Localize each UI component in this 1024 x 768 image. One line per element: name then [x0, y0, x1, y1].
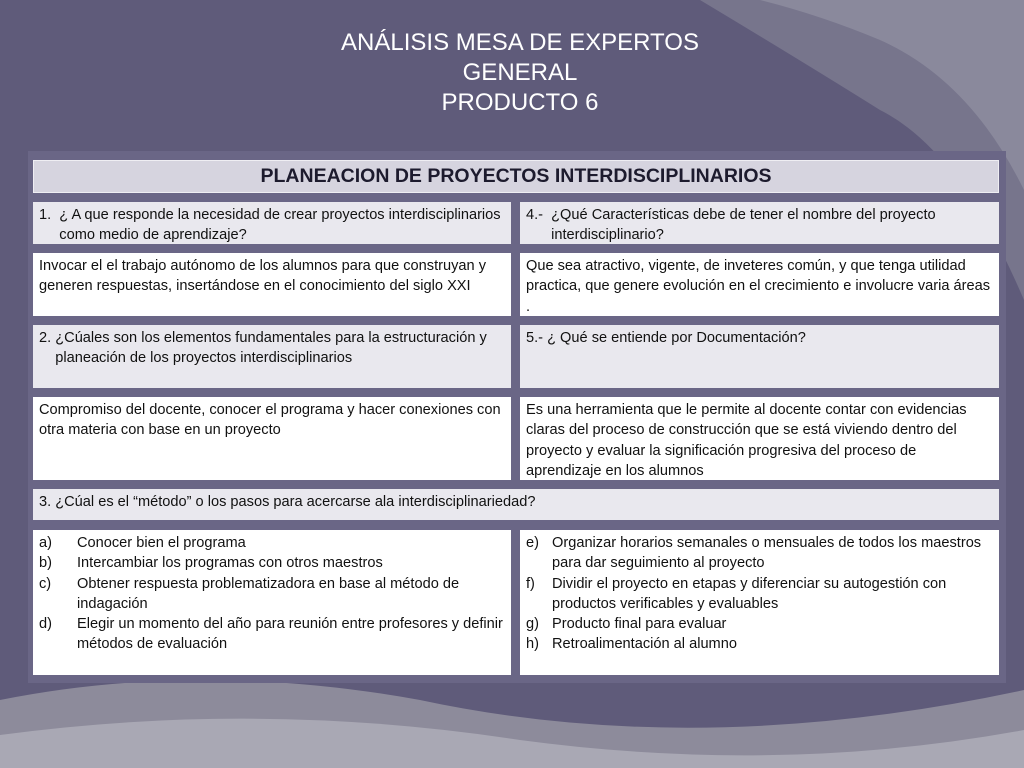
title-line-2: GENERAL: [462, 59, 578, 86]
question-3-text: 3. ¿Cúal es el “método” o los pasos para acercarse ala interdisciplinariedad?: [39, 494, 536, 510]
question-1-text: ¿ A que responde la necesidad de crear proyectos interdisciplinarios como medio de aprendizaje?: [59, 207, 501, 244]
question-2-text: ¿Cúales son los elementos fundamentales para la estructuración y planeación de los proyectos interdisciplinarios: [55, 330, 487, 367]
step-marker: g): [526, 616, 539, 633]
answer-5-text: Es una herramienta que le permite al docente contar con evidencias claras del proceso de construcción que se está viviendo dentro del proyecto y evaluar la significación progresiva del proceso de aprendizaje en los alumnos: [526, 402, 967, 479]
step-item: [526, 533, 993, 574]
title-line-1: ANÁLISIS MESA DE EXPERTOS: [341, 29, 699, 56]
question-2-cell: [33, 325, 511, 388]
steps-left-cell: [33, 530, 511, 675]
step-marker: e): [526, 535, 539, 551]
step-text: Conocer bien el programa: [77, 535, 246, 551]
step-item: [39, 614, 505, 655]
step-marker: c): [39, 575, 52, 592]
step-item: [526, 614, 993, 634]
question-4-number: 4.-: [526, 207, 552, 223]
step-marker: b): [39, 555, 52, 572]
answer-1-text: Invocar el el trabajo autónomo de los alumnos para que construyan y generen respuestas, insertándose en el conocimiento del siglo XXI: [39, 258, 486, 295]
question-1-cell: [33, 202, 511, 244]
slide-title: [300, 28, 740, 118]
table-header: PLANEACION DE PROYECTOS INTERDISCIPLINARIOS: [33, 160, 999, 193]
answer-2-text: Compromiso del docente, conocer el programa y hacer conexiones con otra materia con base en un proyecto: [39, 402, 501, 439]
step-item: [39, 533, 505, 553]
step-text: Obtener respuesta problematizadora en base al método de indagación: [77, 575, 460, 612]
step-text: Producto final para evaluar: [552, 616, 727, 633]
step-marker: f): [526, 575, 535, 592]
question-5-cell: [520, 325, 999, 388]
step-item: [39, 574, 505, 615]
question-1-number: 1.: [39, 207, 60, 223]
answer-1-cell: [33, 253, 511, 316]
step-item: [526, 574, 993, 615]
steps-right-cell: [520, 530, 999, 675]
question-2-number: 2.: [39, 330, 56, 346]
step-text: Retroalimentación al alumno: [552, 636, 737, 653]
step-marker: a): [39, 535, 52, 551]
question-4-cell: [520, 202, 999, 244]
title-line-3: PRODUCTO 6: [441, 89, 599, 116]
step-text: Intercambiar los programas con otros maestros: [77, 555, 383, 572]
question-5-text: 5.- ¿ Qué se entiende por Documentación?: [526, 330, 806, 346]
step-text: Elegir un momento del año para reunión entre profesores y definir métodos de evaluación: [77, 616, 503, 653]
step-marker: h): [526, 636, 539, 653]
answer-4-text: Que sea atractivo, vigente, de inveteres común, y que tenga utilidad practica, que genere evolución en el crecimiento e involucre varia áreas .: [526, 258, 991, 315]
step-item: [526, 634, 993, 654]
answer-4-cell: [520, 253, 999, 316]
step-item: [39, 553, 505, 573]
step-marker: d): [39, 616, 52, 633]
answer-5-cell: [520, 397, 999, 480]
question-4-text: ¿Qué Características debe de tener el nombre del proyecto interdisciplinario?: [551, 207, 936, 244]
step-text: Organizar horarios semanales o mensuales de todos los maestros para dar seguimiento al proyecto: [552, 535, 982, 572]
step-text: Dividir el proyecto en etapas y diferenciar su autogestión con productos verificables y evaluables: [552, 575, 947, 612]
answer-2-cell: [33, 397, 511, 480]
question-3-cell: [33, 489, 999, 520]
